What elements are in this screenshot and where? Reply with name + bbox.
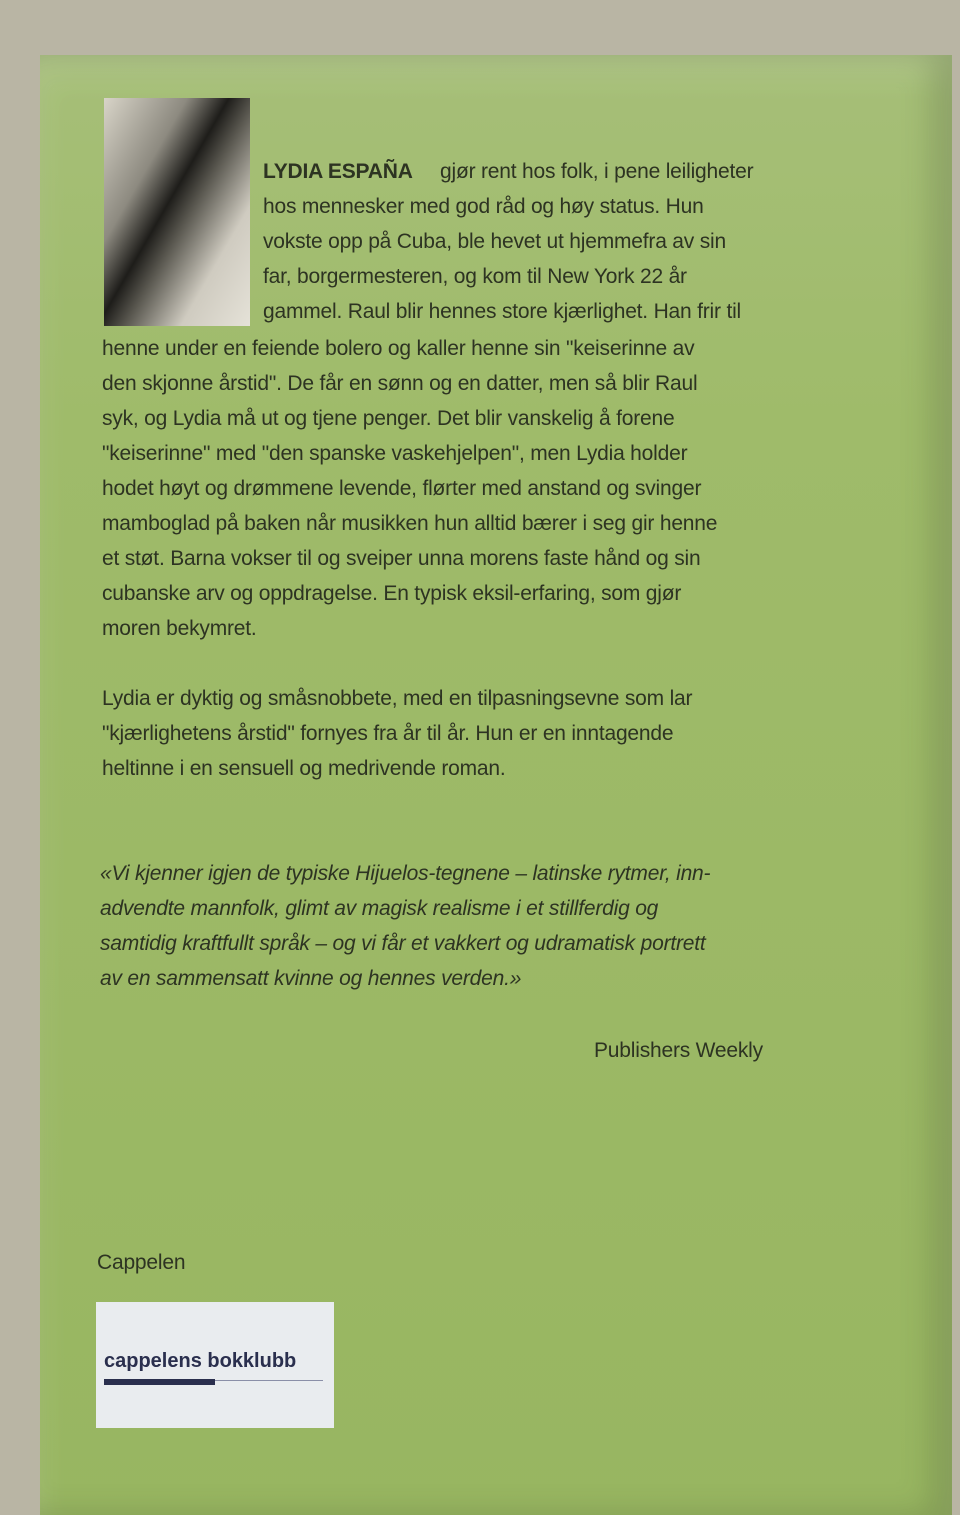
para1-line: syk, og Lydia må ut og tjene penger. Det blir vanskelig å forene <box>102 407 675 430</box>
book-club-name: cappelens bokklubb <box>104 1350 297 1372</box>
logo-underline-thin <box>215 1380 323 1381</box>
para1-line: gammel. Raul blir hennes store kjærlighet. Han frir til <box>263 300 742 323</box>
para1-line: den skjonne årstid". De får en sønn og en datter, men så blir Raul <box>102 372 698 395</box>
para1-line: moren bekymret. <box>102 617 257 640</box>
para2-line: "kjærlighetens årstid" fornyes fra år til år. Hun er en inntagende <box>102 722 674 745</box>
para1-line: mamboglad på baken når musikken hun alltid bærer i seg gir henne <box>102 512 718 535</box>
para1-line: hos mennesker med god råd og høy status. Hun <box>263 195 704 218</box>
quote-line: advendte mannfolk, glimt av magisk realisme i et stillferdig og <box>100 897 659 920</box>
para2-line: heltinne i en sensuell og medrivende roman. <box>102 757 506 780</box>
quote-line: samtidig kraftfullt språk – og vi får et vakkert og udramatisk portrett <box>100 932 706 955</box>
para1-line: et støt. Barna vokser til og sveiper unna morens faste hånd og sin <box>102 547 701 570</box>
quote-line: «Vi kjenner igjen de typiske Hijuelos-tegnene – latinske rytmer, inn- <box>100 862 711 885</box>
para1-line: vokste opp på Cuba, ble hevet ut hjemmefra av sin <box>263 230 726 253</box>
quote-line: av en sammensatt kvinne og hennes verden.» <box>100 967 522 990</box>
para1-line: far, borgermesteren, og kom til New York 22 år <box>263 265 687 288</box>
quote-source: Publishers Weekly <box>594 1039 763 1062</box>
para1-line: gjør rent hos folk, i pene leiligheter <box>440 160 754 183</box>
book-club-logo <box>96 1302 334 1428</box>
para1-line: henne under en feiende bolero og kaller henne sin "keiserinne av <box>102 337 695 360</box>
dancer-photo <box>104 98 250 326</box>
para1-line: cubanske arv og oppdragelse. En typisk eksil-erfaring, som gjør <box>102 582 682 605</box>
para1-line: "keiserinne" med "den spanske vaskehjelpen", men Lydia holder <box>102 442 688 465</box>
publisher-name: Cappelen <box>97 1251 186 1274</box>
intro-name: LYDIA ESPAÑA <box>263 160 413 183</box>
para2-line: Lydia er dyktig og småsnobbete, med en tilpasningsevne som lar <box>102 687 693 710</box>
logo-underline-thick <box>104 1379 215 1385</box>
para1-line: hodet høyt og drømmene levende, flørter med anstand og svinger <box>102 477 702 500</box>
